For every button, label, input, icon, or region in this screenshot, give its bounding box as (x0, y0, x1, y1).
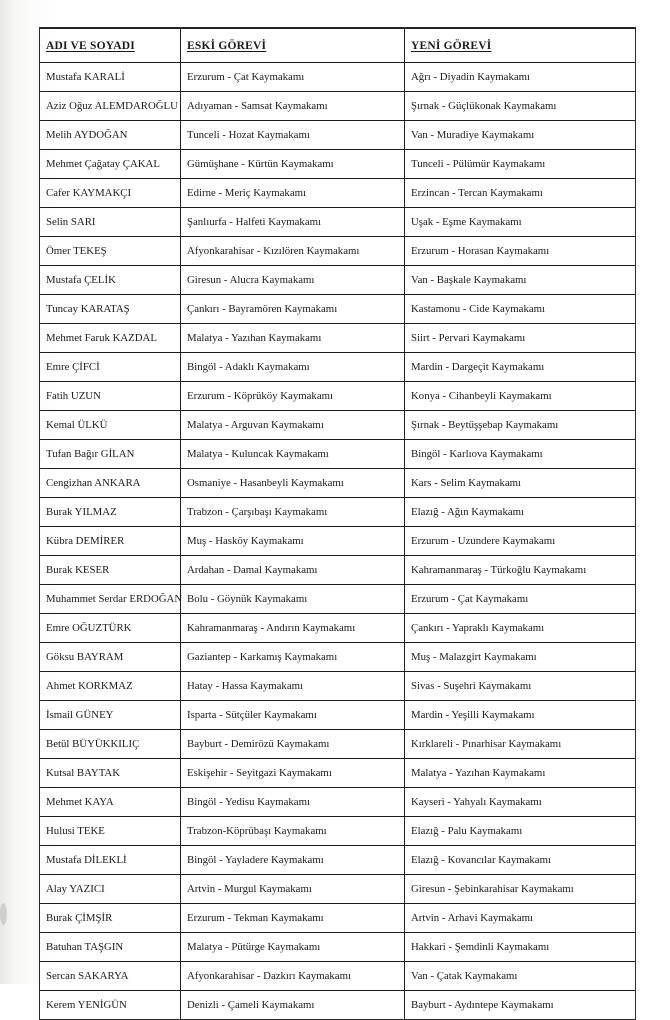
header-new-post-label: YENİ GÖREVİ (411, 39, 492, 52)
cell-new-post: Erzincan - Tercan Kaymakamı (405, 179, 636, 208)
table-row (40, 498, 636, 527)
table-row (40, 962, 636, 991)
table-row (40, 933, 636, 962)
header-name-label: ADI VE SOYADI (46, 39, 135, 52)
cell-name: Kerem YENİGÜN (40, 991, 181, 1020)
cell-new-post: Elazığ - Palu Kaymakamı (405, 817, 636, 846)
cell-name: Cengizhan ANKARA (40, 469, 181, 498)
table-row (40, 614, 636, 643)
cell-name: Sercan SAKARYA (40, 962, 181, 991)
cell-new-post: Giresun - Şebinkarahisar Kaymakamı (405, 875, 636, 904)
cell-new-post: Uşak - Eşme Kaymakamı (405, 208, 636, 237)
table-row (40, 150, 636, 179)
cell-new-post: Erzurum - Horasan Kaymakamı (405, 237, 636, 266)
cell-old-post: Gümüşhane - Kürtün Kaymakamı (181, 150, 405, 179)
cell-name: Burak KESER (40, 556, 181, 585)
table-row (40, 817, 636, 846)
cell-old-post: Ardahan - Damal Kaymakamı (181, 556, 405, 585)
cell-name: Fatih UZUN (40, 382, 181, 411)
table-row (40, 92, 636, 121)
table-row (40, 527, 636, 556)
cell-name: Mehmet KAYA (40, 788, 181, 817)
table-row (40, 121, 636, 150)
cell-old-post: Muş - Hasköy Kaymakamı (181, 527, 405, 556)
cell-old-post: Giresun - Alucra Kaymakamı (181, 266, 405, 295)
cell-name: Cafer KAYMAKÇI (40, 179, 181, 208)
cell-name: Hulusi TEKE (40, 817, 181, 846)
cell-old-post: Bingöl - Yayladere Kaymakamı (181, 846, 405, 875)
table-row (40, 846, 636, 875)
table-row (40, 469, 636, 498)
cell-name: Aziz Oğuz ALEMDAROĞLU (40, 92, 181, 121)
cell-old-post: Erzurum - Çat Kaymakamı (181, 63, 405, 92)
cell-new-post: Van - Muradiye Kaymakamı (405, 121, 636, 150)
cell-new-post: Elazığ - Kovancılar Kaymakamı (405, 846, 636, 875)
table-row (40, 643, 636, 672)
cell-name: Ömer TEKEŞ (40, 237, 181, 266)
cell-new-post: Mardin - Yeşilli Kaymakamı (405, 701, 636, 730)
cell-name: Göksu BAYRAM (40, 643, 181, 672)
cell-name: Emre OĞUZTÜRK (40, 614, 181, 643)
cell-name: Alay YAZICI (40, 875, 181, 904)
cell-new-post: Malatya - Yazıhan Kaymakamı (405, 759, 636, 788)
cell-old-post: Afyonkarahisar - Kızılören Kaymakamı (181, 237, 405, 266)
table-row (40, 759, 636, 788)
cell-name: Ahmet KORKMAZ (40, 672, 181, 701)
cell-new-post: Erzurum - Uzundere Kaymakamı (405, 527, 636, 556)
cell-old-post: Bingöl - Adaklı Kaymakamı (181, 353, 405, 382)
cell-new-post: Hakkari - Şemdinli Kaymakamı (405, 933, 636, 962)
table-row (40, 730, 636, 759)
table-row (40, 991, 636, 1020)
cell-name: Burak YILMAZ (40, 498, 181, 527)
cell-new-post: Şırnak - Güçlükonak Kaymakamı (405, 92, 636, 121)
cell-old-post: Hatay - Hassa Kaymakamı (181, 672, 405, 701)
cell-old-post: Malatya - Arguvan Kaymakamı (181, 411, 405, 440)
table-row (40, 266, 636, 295)
table-row (40, 179, 636, 208)
table-row (40, 701, 636, 730)
table-row (40, 585, 636, 614)
cell-new-post: Sivas - Suşehri Kaymakamı (405, 672, 636, 701)
cell-name: Muhammet Serdar ERDOĞAN (40, 585, 181, 614)
cell-new-post: Erzurum - Çat Kaymakamı (405, 585, 636, 614)
cell-old-post: Tunceli - Hozat Kaymakamı (181, 121, 405, 150)
table-row (40, 382, 636, 411)
cell-new-post: Van - Başkale Kaymakamı (405, 266, 636, 295)
cell-name: Selin SARI (40, 208, 181, 237)
cell-old-post: Erzurum - Tekman Kaymakamı (181, 904, 405, 933)
table-row (40, 295, 636, 324)
cell-old-post: Adıyaman - Samsat Kaymakamı (181, 92, 405, 121)
cell-name: Mustafa DİLEKLİ (40, 846, 181, 875)
table-header (40, 28, 636, 63)
cell-old-post: Çankırı - Bayramören Kaymakamı (181, 295, 405, 324)
table-row (40, 440, 636, 469)
cell-new-post: Kahramanmaraş - Türkoğlu Kaymakamı (405, 556, 636, 585)
cell-new-post: Tunceli - Pülümür Kaymakamı (405, 150, 636, 179)
table-body (40, 63, 636, 1020)
cell-name: Kemal ÜLKÜ (40, 411, 181, 440)
cell-old-post: Kahramanmaraş - Andırın Kaymakamı (181, 614, 405, 643)
cell-new-post: Ağrı - Diyadin Kaymakamı (405, 63, 636, 92)
cell-name: Mustafa ÇELİK (40, 266, 181, 295)
cell-old-post: Trabzon-Köprübaşı Kaymakamı (181, 817, 405, 846)
cell-name: Burak ÇİMŞİR (40, 904, 181, 933)
cell-new-post: Muş - Malazgirt Kaymakamı (405, 643, 636, 672)
table-row (40, 237, 636, 266)
cell-new-post: Şırnak - Beytüşşebap Kaymakamı (405, 411, 636, 440)
cell-old-post: Gaziantep - Karkamış Kaymakamı (181, 643, 405, 672)
cell-name: Mehmet Faruk KAZDAL (40, 324, 181, 353)
table-row (40, 324, 636, 353)
table-row (40, 353, 636, 382)
cell-name: Kübra DEMİRER (40, 527, 181, 556)
cell-new-post: Mardin - Dargeçit Kaymakamı (405, 353, 636, 382)
cell-old-post: Malatya - Pütürge Kaymakamı (181, 933, 405, 962)
cell-old-post: Artvin - Murgul Kaymakamı (181, 875, 405, 904)
header-old-post-column (181, 28, 405, 63)
cell-old-post: Bolu - Göynük Kaymakamı (181, 585, 405, 614)
cell-old-post: Malatya - Kuluncak Kaymakamı (181, 440, 405, 469)
cell-old-post: Denizli - Çameli Kaymakamı (181, 991, 405, 1020)
cell-name: Mustafa KARALİ (40, 63, 181, 92)
cell-name: Mehmet Çağatay ÇAKAL (40, 150, 181, 179)
cell-old-post: Osmaniye - Hasanbeyli Kaymakamı (181, 469, 405, 498)
cell-old-post: Afyonkarahisar - Dazkırı Kaymakamı (181, 962, 405, 991)
cell-old-post: Edirne - Meriç Kaymakamı (181, 179, 405, 208)
cell-old-post: Bayburt - Demirözü Kaymakamı (181, 730, 405, 759)
cell-new-post: Bingöl - Karlıova Kaymakamı (405, 440, 636, 469)
cell-old-post: Eskişehir - Seyitgazi Kaymakamı (181, 759, 405, 788)
table-row (40, 788, 636, 817)
table-row (40, 904, 636, 933)
table-row (40, 63, 636, 92)
header-row (40, 28, 636, 63)
header-old-post-label: ESKİ GÖREVİ (187, 39, 267, 52)
scan-smudge (0, 903, 7, 925)
table-row (40, 411, 636, 440)
table-row (40, 556, 636, 585)
cell-name: Tuncay KARATAŞ (40, 295, 181, 324)
cell-new-post: Kayseri - Yahyalı Kaymakamı (405, 788, 636, 817)
cell-old-post: Erzurum - Köprüköy Kaymakamı (181, 382, 405, 411)
cell-new-post: Kastamonu - Cide Kaymakamı (405, 295, 636, 324)
header-new-post-column (405, 28, 636, 63)
cell-new-post: Artvin - Arhavi Kaymakamı (405, 904, 636, 933)
cell-old-post: Şanlıurfa - Halfeti Kaymakamı (181, 208, 405, 237)
cell-new-post: Çankırı - Yapraklı Kaymakamı (405, 614, 636, 643)
table-row (40, 875, 636, 904)
appointments-table (39, 27, 636, 1020)
cell-old-post: Isparta - Sütçüler Kaymakamı (181, 701, 405, 730)
cell-new-post: Kırklareli - Pınarhisar Kaymakamı (405, 730, 636, 759)
cell-old-post: Malatya - Yazıhan Kaymakamı (181, 324, 405, 353)
table-row (40, 672, 636, 701)
cell-new-post: Van - Çatak Kaymakamı (405, 962, 636, 991)
cell-name: Tufan Bağır GİLAN (40, 440, 181, 469)
cell-name: Emre ÇİFCİ (40, 353, 181, 382)
cell-name: Melih AYDOĞAN (40, 121, 181, 150)
cell-old-post: Bingöl - Yedisu Kaymakamı (181, 788, 405, 817)
cell-new-post: Siirt - Pervari Kaymakamı (405, 324, 636, 353)
cell-new-post: Bayburt - Aydıntepe Kaymakamı (405, 991, 636, 1020)
cell-name: İsmail GÜNEY (40, 701, 181, 730)
table-row (40, 208, 636, 237)
cell-new-post: Elazığ - Ağın Kaymakamı (405, 498, 636, 527)
cell-name: Kutsal BAYTAK (40, 759, 181, 788)
cell-old-post: Trabzon - Çarşıbaşı Kaymakamı (181, 498, 405, 527)
cell-new-post: Kars - Selim Kaymakamı (405, 469, 636, 498)
cell-name: Batuhan TAŞGIN (40, 933, 181, 962)
header-name-column (40, 28, 181, 63)
cell-new-post: Konya - Cihanbeyli Kaymakamı (405, 382, 636, 411)
cell-name: Betül BÜYÜKKILIÇ (40, 730, 181, 759)
